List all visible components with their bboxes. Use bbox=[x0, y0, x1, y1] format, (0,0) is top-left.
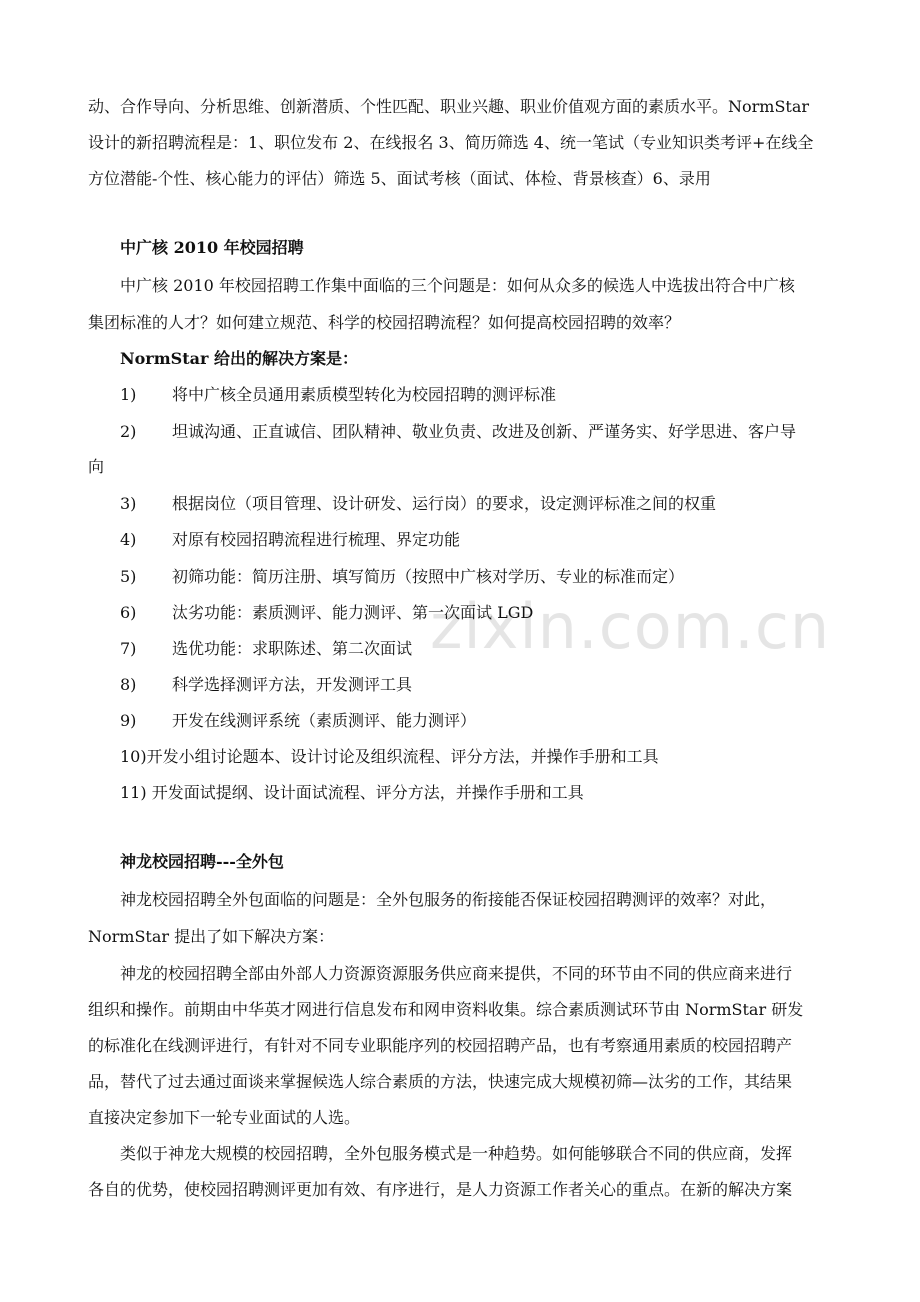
cgn-list-item bbox=[120, 674, 412, 696]
cgn-list-item bbox=[120, 384, 556, 406]
intro-line-1: 动、合作导向、分析思维、创新潜质、个性匹配、职业兴趣、职业价值观方面的素质水平。NormStar bbox=[88, 97, 810, 116]
list-item-text: 科学选择测评方法，开发测评工具 bbox=[172, 675, 413, 694]
cgn-list-item bbox=[120, 602, 533, 624]
list-item-number: 2) bbox=[120, 422, 137, 441]
list-item-text: 初筛功能：简历注册、填写简历（按照中广核对学历、专业的标准而定） bbox=[172, 567, 685, 586]
list-item-number: 3) bbox=[120, 494, 137, 513]
list-item-number: 6) bbox=[120, 603, 137, 622]
cgn-list-item bbox=[120, 421, 796, 443]
cgn-list-item-continuation: 向 bbox=[88, 457, 105, 476]
shenlong-p2-line-3: 的标准化在线测评进行，有针对不同专业职能序列的校园招聘产品，也有考察通用素质的校园招聘产 bbox=[88, 1036, 793, 1055]
list-item-text: 坦诚沟通、正直诚信、团队精神、敬业负责、改进及创新、严谨务实、好学思进、客户导 bbox=[172, 422, 797, 441]
shenlong-p2-line-5: 直接决定参加下一轮专业面试的人选。 bbox=[88, 1108, 361, 1127]
cgn-list-item bbox=[120, 710, 476, 732]
list-item-text: 汰劣功能：素质测评、能力测评、第一次面试 LGD bbox=[172, 603, 534, 622]
cgn-list-item bbox=[120, 638, 412, 660]
shenlong-p1-line-2: NormStar 提出了如下解决方案： bbox=[88, 927, 335, 946]
cgn-list-item-11: 11) 开发面试提纲、设计面试流程、评分方法，并操作手册和工具 bbox=[120, 783, 584, 802]
list-item-text: 选优功能：求职陈述、第二次面试 bbox=[172, 639, 413, 658]
shenlong-p3-line-1: 类似于神龙大规模的校园招聘，全外包服务模式是一种趋势。如何能够联合不同的供应商，发挥 bbox=[120, 1144, 793, 1163]
shenlong-p1-line-1: 神龙校园招聘全外包面临的问题是：全外包服务的衔接能否保证校园招聘测评的效率？对此， bbox=[120, 890, 777, 909]
list-item-number: 5) bbox=[120, 567, 137, 586]
cgn-list-item bbox=[120, 566, 684, 588]
list-item-text: 开发在线测评系统（素质测评、能力测评） bbox=[172, 711, 477, 730]
shenlong-p2-line-2: 组织和操作。前期由中华英才网进行信息发布和网申资料收集。综合素质测试环节由 NormStar 研发 bbox=[88, 1000, 804, 1019]
cgn-heading: 中广核 2010 年校园招聘 bbox=[120, 238, 304, 257]
list-item-number: 9) bbox=[120, 711, 137, 730]
intro-line-2: 设计的新招聘流程是：1、职位发布 2、在线报名 3、简历筛选 4、统一笔试（专业知识类考评+在线全 bbox=[88, 133, 814, 152]
cgn-paragraph-line-1: 中广核 2010 年校园招聘工作集中面临的三个问题是：如何从众多的候选人中选拔出符合中广核 bbox=[120, 276, 795, 295]
list-item-number: 4) bbox=[120, 530, 137, 549]
list-item-text: 根据岗位（项目管理、设计研发、运行岗）的要求，设定测评标准之间的权重 bbox=[172, 494, 717, 513]
intro-line-3: 方位潜能-个性、核心能力的评估）筛选 5、面试考核（面试、体检、背景核查）6、录用 bbox=[88, 169, 711, 188]
watermark: zixin.com.cn bbox=[430, 590, 831, 663]
cgn-list-item bbox=[120, 493, 716, 515]
list-item-number: 1) bbox=[120, 385, 137, 404]
cgn-list-item-10: 10)开发小组讨论题本、设计讨论及组织流程、评分方法，并操作手册和工具 bbox=[120, 747, 659, 766]
shenlong-heading: 神龙校园招聘---全外包 bbox=[120, 852, 284, 871]
cgn-paragraph-line-2: 集团标准的人才？如何建立规范、科学的校园招聘流程？如何提高校园招聘的效率？ bbox=[88, 313, 681, 332]
cgn-solution-title: NormStar 给出的解决方案是： bbox=[120, 349, 358, 368]
shenlong-p2-line-4: 品，替代了过去通过面谈来掌握候选人综合素质的方法，快速完成大规模初筛—汰劣的工作，其结果 bbox=[88, 1072, 793, 1091]
list-item-number: 7) bbox=[120, 639, 137, 658]
cgn-list-item bbox=[120, 529, 460, 551]
list-item-text: 将中广核全员通用素质模型转化为校园招聘的测评标准 bbox=[172, 385, 557, 404]
list-item-text: 对原有校园招聘流程进行梳理、界定功能 bbox=[172, 530, 461, 549]
list-item-number: 8) bbox=[120, 675, 137, 694]
shenlong-p2-line-1: 神龙的校园招聘全部由外部人力资源资源服务供应商来提供，不同的环节由不同的供应商来进行 bbox=[120, 964, 793, 983]
shenlong-p3-line-2: 各自的优势，使校园招聘测评更加有效、有序进行，是人力资源工作者关心的重点。在新的解决方案 bbox=[88, 1180, 793, 1199]
